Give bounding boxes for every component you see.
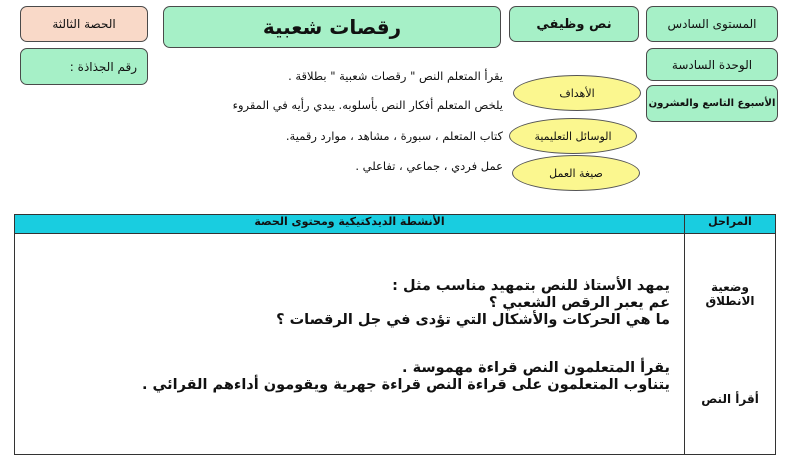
- work-format-oval: صيغة العمل: [512, 155, 640, 191]
- activities-header: الأنشطة الديدكتيكية ومحتوى الحصة: [15, 215, 685, 234]
- work-format-line: عمل فردي ، جماعي ، تفاعلي .: [355, 159, 503, 173]
- materials-line: كتاب المتعلم ، سبورة ، مشاهد ، موارد رقمية.: [285, 129, 503, 143]
- details-block: [220, 66, 503, 186]
- lesson-title: رقصات شعبية: [262, 15, 402, 39]
- week-label: الأسبوع التاسع والعشرون: [648, 98, 776, 109]
- content-line: عم يعبر الرقص الشعبي ؟: [488, 295, 670, 311]
- unit-label: الوحدة السادسة: [671, 57, 753, 72]
- stage-label: وضعية الانطلاق: [705, 280, 755, 308]
- table-row: [15, 234, 776, 455]
- content-line: يتناوب المتعلمون على قراءة النص قراءة جهرية ويقومون أداءهم القرائي .: [141, 377, 670, 393]
- lesson-table: [14, 214, 776, 455]
- lesson-title-box: [163, 6, 501, 48]
- text-type-box: [509, 6, 639, 42]
- content-line: ما هي الحركات والأشكال التي تؤدى في جل الرقصات ؟: [276, 312, 670, 328]
- level-box: [646, 6, 778, 42]
- unit-box: [646, 48, 778, 81]
- session-box: [20, 6, 148, 42]
- objectives-oval: الأهداف: [513, 75, 641, 111]
- stages-header: المراحل: [685, 215, 776, 234]
- week-box: [646, 85, 778, 122]
- level-label: المستوى السادس: [667, 17, 757, 31]
- content-line: يمهد الأستاذ للنص بتمهيد مناسب مثل :: [392, 278, 670, 294]
- card-number-box: [20, 48, 148, 85]
- session-label: الحصة الثالثة: [52, 17, 116, 31]
- content-line: يقرأ المتعلمون النص قراءة مهموسة .: [402, 360, 670, 376]
- objective-line-1: يقرأ المتعلم النص " رقصات شعبية " بطلاقة .: [288, 69, 503, 83]
- stage-label: أقرأ النص: [701, 392, 759, 406]
- card-number-label: رقم الجذاذة :: [69, 59, 137, 74]
- text-type-label: نص وظيفي: [536, 16, 612, 32]
- objective-line-2: يلخص المتعلم أفكار النص بأسلوبه. يبدي رأيه في المقروء: [232, 98, 503, 112]
- materials-oval: الوسائل التعليمية: [509, 118, 637, 154]
